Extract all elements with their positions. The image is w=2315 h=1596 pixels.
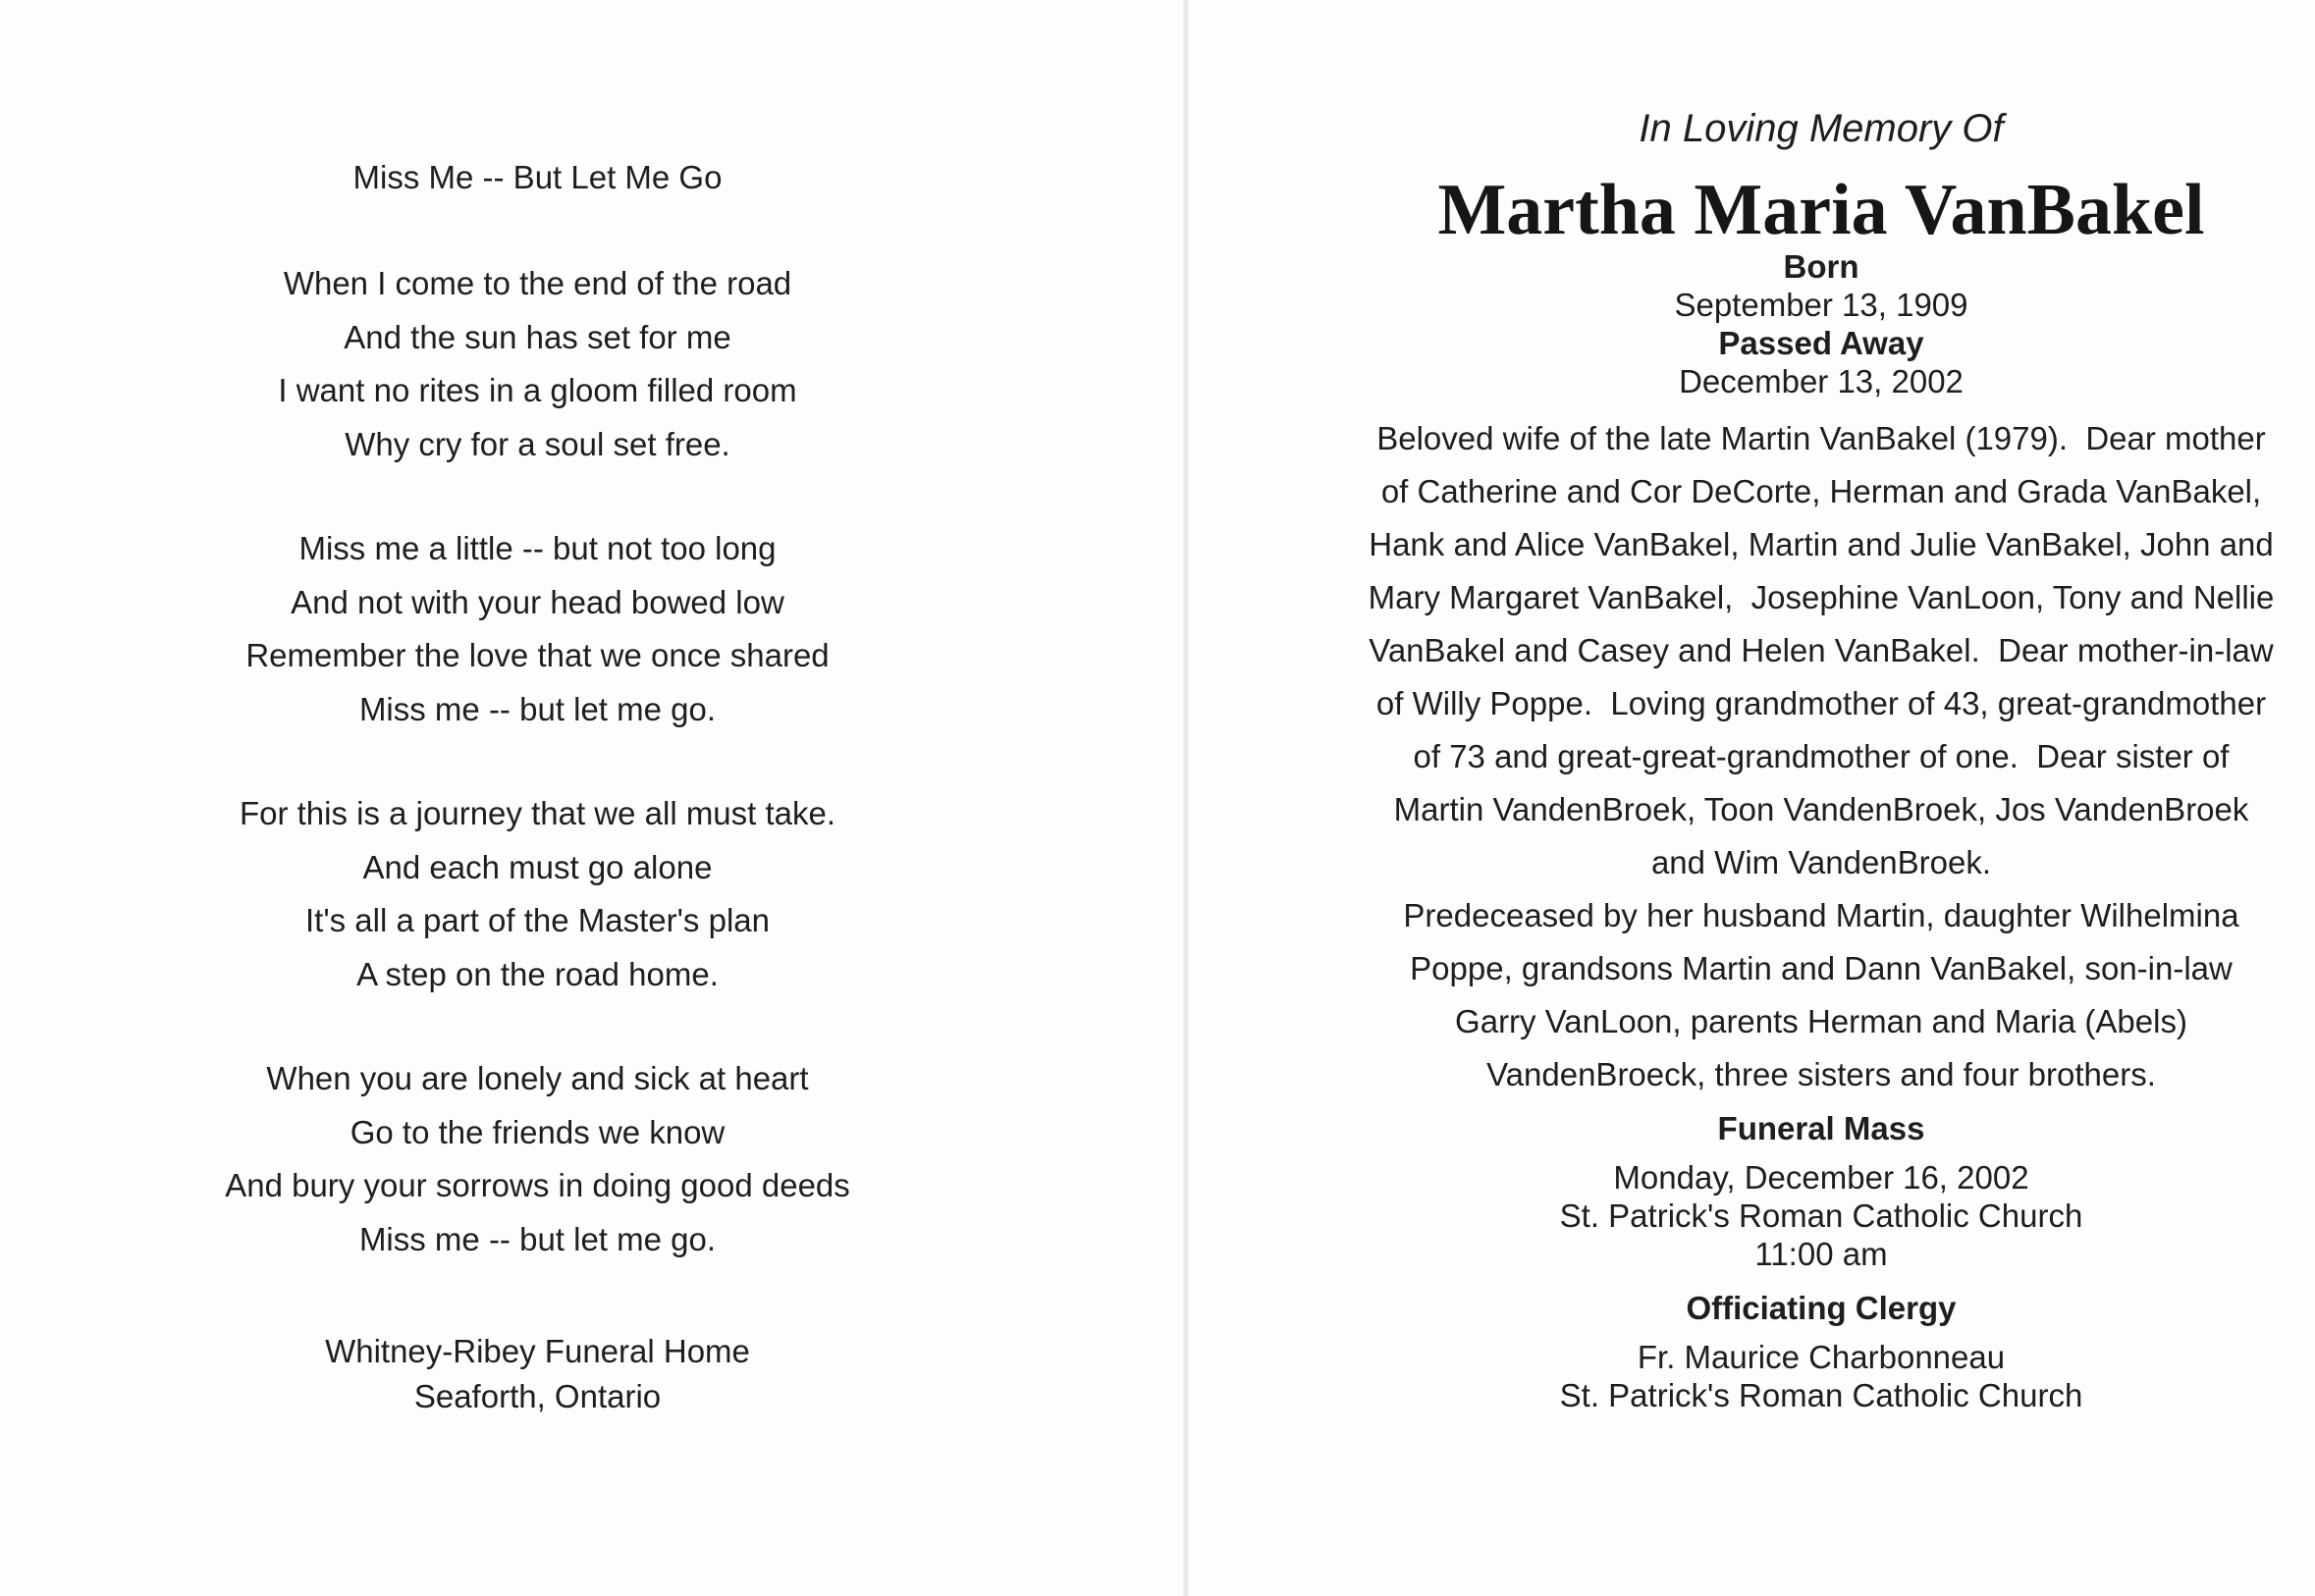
obituary-line: of Catherine and Cor DeCorte, Herman and Grada VanBakel, [1380, 473, 2262, 509]
funeral-home-location: Seaforth, Ontario [413, 1378, 662, 1414]
poem-line: A step on the road home. [356, 955, 719, 992]
obituary-line: Beloved wife of the late Martin VanBakel (1979). Dear mother [1376, 420, 2266, 456]
memory-heading: In Loving Memory Of [1639, 107, 2004, 150]
born-label: Born [1783, 248, 1859, 285]
officiating-clergy-section [1306, 1289, 2315, 1414]
obituary-line: Martin VandenBroek, Toon VandenBroek, Jos VandenBroek [1393, 791, 2249, 827]
clergy-church: St. Patrick's Roman Catholic Church [1559, 1377, 2083, 1413]
officiating-clergy-label: Officiating Clergy [1686, 1290, 1957, 1326]
obituary-line: Predeceased by her husband Martin, daughter Wilhelmina [1403, 897, 2239, 933]
life-dates [1306, 247, 2315, 400]
poem-title: Miss Me -- But Let Me Go [352, 159, 723, 195]
deceased-name: Martha Maria VanBakel [1437, 170, 2205, 250]
obituary-line: and Wim VandenBroek. [1650, 844, 1992, 880]
obituary-line: Poppe, grandsons Martin and Dann VanBakel, son-in-law [1410, 950, 2233, 986]
poem-line: When I come to the end of the road [283, 265, 792, 301]
obituary-text [1335, 412, 2307, 1101]
funeral-mass-date: Monday, December 16, 2002 [1613, 1159, 2029, 1196]
funeral-mass-time: 11:00 am [1754, 1236, 1888, 1272]
poem-line: For this is a journey that we all must take. [239, 795, 836, 831]
poem-stanza [137, 1052, 938, 1266]
born-date: September 13, 1909 [1674, 287, 1968, 323]
obituary-line: of Willy Poppe. Loving grandmother of 43, great-grandmother [1375, 685, 2267, 721]
poem-line: Miss me -- but let me go. [358, 690, 717, 727]
funeral-mass-section [1306, 1109, 2315, 1273]
poem-line: Go to the friends we know [350, 1113, 726, 1150]
obituary-line: VandenBroeck, three sisters and four brothers. [1486, 1056, 2156, 1092]
obituary-line: Mary Margaret VanBakel, Josephine VanLoon, Tony and Nellie [1368, 579, 2275, 615]
poem-line: And each must go alone [362, 848, 713, 885]
clergy-name: Fr. Maurice Charbonneau [1637, 1339, 2006, 1375]
obituary-page [1306, 0, 2315, 1596]
poem-stanza [137, 787, 938, 1001]
poem-line: And not with your head bowed low [291, 583, 784, 620]
poem-line: Why cry for a soul set free. [345, 425, 730, 462]
poem-line: Miss me -- but let me go. [358, 1220, 717, 1257]
obituary-line: Hank and Alice VanBakel, Martin and Julie VanBakel, John and [1369, 526, 2274, 562]
passed-away-date: December 13, 2002 [1679, 363, 1964, 399]
poem-stanza [137, 257, 938, 471]
obituary-line: Garry VanLoon, parents Herman and Maria (Abels) [1455, 1003, 2187, 1039]
obituary-line: of 73 and great-great-grandmother of one. Dear sister of [1413, 738, 2230, 774]
poem-line: When you are lonely and sick at heart [266, 1060, 809, 1096]
poem-line: Miss me a little -- but not too long [298, 530, 777, 566]
poem-line: It's all a part of the Master's plan [305, 902, 770, 938]
poem-stanza [137, 522, 938, 736]
poem-page [137, 0, 938, 1596]
page-fold [1183, 0, 1189, 1596]
funeral-home-name: Whitney-Ribey Funeral Home [325, 1333, 750, 1369]
funeral-mass-church: St. Patrick's Roman Catholic Church [1559, 1197, 2083, 1234]
poem-line: And the sun has set for me [344, 318, 731, 355]
passed-away-label: Passed Away [1718, 325, 1924, 361]
obituary-line: VanBakel and Casey and Helen VanBakel. Dear mother-in-law [1369, 632, 2274, 668]
funeral-home [137, 1329, 938, 1419]
poem-line: And bury your sorrows in doing good deeds [225, 1167, 850, 1203]
poem-line: I want no rites in a gloom filled room [278, 372, 797, 408]
funeral-mass-label: Funeral Mass [1717, 1110, 1925, 1146]
poem-line: Remember the love that we once shared [245, 637, 830, 673]
